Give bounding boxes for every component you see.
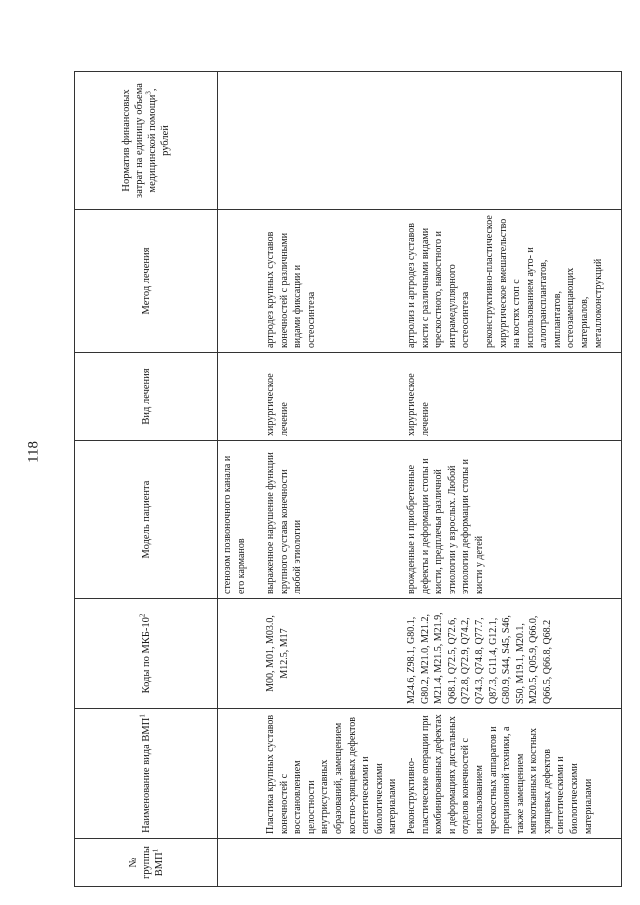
- rotated-table-container: [74, 72, 604, 887]
- cell-treatment-method: [218, 210, 262, 353]
- header-cost-norm: Норматив финансовых затрат на единицу объема медицинской помощи$^3$, рублей: [75, 72, 218, 210]
- cell-cost-norm: [261, 72, 402, 210]
- cell-group-no: [261, 839, 402, 887]
- header-row: [75, 72, 218, 887]
- treatment-method-text: артролиз и артродез суставов кисти с различными видами чрескостного, накостного и интрамедуллярного остеосинтеза: [405, 223, 472, 348]
- cell-vmp-name: [218, 709, 262, 839]
- table-row: [261, 72, 402, 887]
- header-treatment-type: Вид лечения: [75, 353, 218, 441]
- cell-cost-norm: [402, 72, 622, 210]
- cell-vmp-name: Реконструктивно-пластические операции при комбинированных дефектах и деформациях дистальных отделов конечностей с использованием чрескостных аппаратов и прецизионной техники, а также замещением мягкотканных и костных хрящевых дефектов синтетическими и биологическими материалами: [402, 709, 622, 839]
- cell-treatment-type: хирургическое лечение: [261, 353, 402, 441]
- treatment-method-text-2: реконструктивно-пластическое хирургическое вмешательство на костях стоп с использованием ауто- и аллотрансплантатов, имплантатов, остеозамещающих материалов, металлоконструкций: [483, 215, 604, 348]
- cell-patient-model: выраженное нарушение функции крупного сустава конечности любой этиологии: [261, 441, 402, 599]
- cell-icd-codes: M24.6, Z98.1, G80.1, G80.2, M21.0, M21.2, M21.4, M21.5, M21.9, Q68.1, Q72.5, Q72.6, Q72.8, Q72.9, Q74.2, Q74.3, Q74.8, Q77.7, Q87.3, G11.4, G12.1, G80.9, S44, S45, S46, S50, M19.1, M20.1, M20.5, Q05.9, Q66.0, Q66.5, Q66.8, Q68.2: [402, 599, 622, 709]
- header-group-no: № группы ВМП$^1$: [75, 839, 218, 887]
- cell-patient-model: врожденные и приобретенные дефекты и деформации стопы и кисти, предплечья различной этиологии у взрослых. Любой этиологии деформации стопы и кисти у детей: [402, 441, 622, 599]
- cell-treatment-method: [402, 210, 622, 353]
- page-number: 118: [25, 441, 42, 463]
- header-vmp-name: Наименование вида ВМП$^1$: [75, 709, 218, 839]
- table-row-continuation: [218, 72, 262, 887]
- cell-group-no: [218, 839, 262, 887]
- cell-icd-codes: [218, 599, 262, 709]
- table-row: [402, 72, 622, 887]
- cell-treatment-type: [218, 353, 262, 441]
- header-treatment-method: Метод лечения: [75, 210, 218, 353]
- cell-icd-codes: M00, M01, M03.0, M12.5, M17: [261, 599, 402, 709]
- cell-patient-model: стенозом позвоночного канала и его карманов: [218, 441, 262, 599]
- treatment-method-text: артродез крупных суставов конечностей с различными видами фиксации и остеосинтеза: [265, 231, 317, 348]
- cell-cost-norm: [218, 72, 262, 210]
- header-icd-codes: Коды по МКБ-$10^2$: [75, 599, 218, 709]
- cell-vmp-name: Пластика крупных суставов конечностей с восстановлением целостности внутрисуставных образований, замещением костно-хрящевых дефектов синтетическими и биологическими материалами: [261, 709, 402, 839]
- cell-treatment-method: [261, 210, 402, 353]
- header-patient-model: Модель пациента: [75, 441, 218, 599]
- cell-group-no: [402, 839, 622, 887]
- cell-treatment-type: хирургическое лечение: [402, 353, 622, 441]
- vmp-table: [74, 71, 622, 887]
